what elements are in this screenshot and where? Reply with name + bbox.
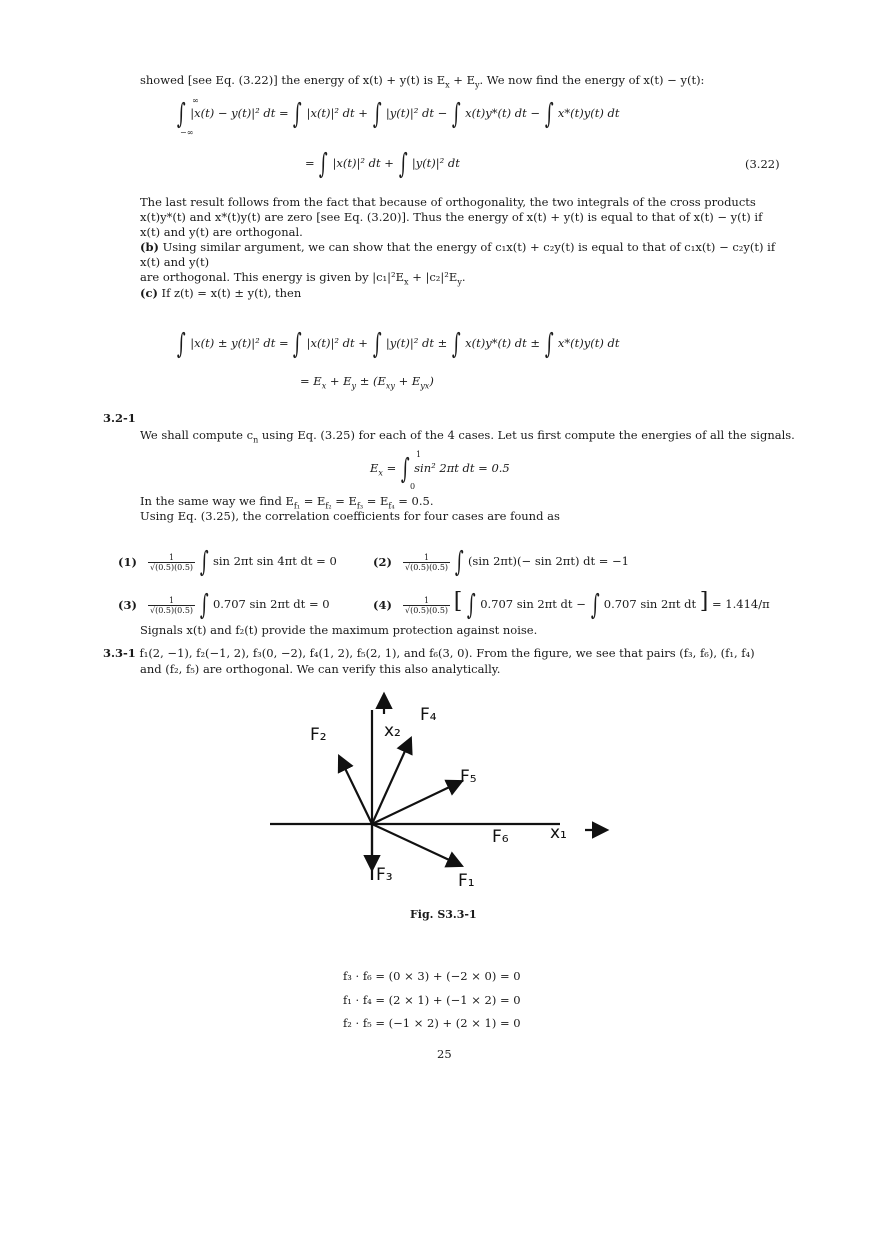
part-b-sub-x: x (404, 277, 409, 287)
integral-sign: ∫ (176, 97, 186, 130)
intro-line (140, 73, 704, 92)
eq4-i: ) (429, 374, 434, 388)
case3-body: 0.707 sin 2πt dt = 0 (212, 597, 330, 611)
equation-2 (305, 147, 460, 180)
part-b-l3e: . (461, 270, 466, 284)
integral-sign: ∫ (454, 545, 464, 578)
part-c-text: If z(t) = x(t) ± y(t), then (157, 286, 302, 300)
case1-fraction (148, 553, 195, 572)
eq1-term3: x(t)y*(t) dt − (465, 106, 541, 120)
eq2-term1: |x(t)|² dt + (332, 156, 394, 170)
eq-number-3-22: (3.22) (745, 157, 780, 171)
case-2-label: (2) (373, 555, 392, 569)
integral-sign: ∫ (199, 545, 209, 578)
same-way-g: = E (363, 494, 389, 508)
label-f3: F₃ (376, 865, 393, 885)
integral-sign: ∫ (544, 327, 554, 360)
frac-den: √(0.5)(0.5) (405, 605, 449, 615)
part-b-text: Using similar argument, we can show that the energy of c₁x(t) + c₂y(t) is equal to that of c₁x(t) − c₂y(t) if (158, 240, 776, 254)
vector-f2 (340, 758, 372, 824)
equation-4 (300, 374, 434, 393)
case-3-label: (3) (118, 598, 137, 612)
eq3-term2: |y(t)|² dt ± (385, 336, 448, 350)
case-4-label: (4) (373, 598, 392, 612)
part-c-label: (c) (140, 286, 158, 300)
case1-body: sin 2πt sin 4πt dt = 0 (212, 554, 337, 568)
eq3-term3: x(t)y*(t) dt ± (465, 336, 541, 350)
dot-product-3: f₂ · f₅ = (−1 × 2) + (2 × 1) = 0 (343, 1016, 521, 1030)
label-f1: F₁ (458, 871, 475, 891)
frac-num: 1 (148, 553, 195, 563)
case4-fraction (403, 596, 450, 615)
part-b-line1 (140, 240, 775, 254)
part-b-l3c: + |c₂|²E (408, 270, 458, 284)
ex-body: sin² 2πt dt = 0.5 (414, 461, 510, 475)
same-way-sub2: f₂ (325, 501, 332, 511)
eq4-sub-xy: xy (385, 381, 395, 391)
eq4-sub-x: x (321, 381, 327, 391)
intro-text-e: . We now find the energy of x(t) − y(t): (479, 73, 705, 87)
ex-lower-limit: 0 (410, 482, 416, 491)
ex-eq: = (382, 461, 397, 475)
integral-sign: ∫ (372, 97, 382, 130)
section-3-2-1-text (140, 428, 795, 447)
same-way-a: In the same way we find E (140, 494, 294, 508)
frac-num: 1 (403, 596, 450, 606)
intro-sub-y: y (474, 80, 480, 90)
integral-sign: ∫ (400, 452, 410, 485)
intro-text: showed [see Eq. (3.22)] the energy of x(t) + y(t) is E (140, 73, 446, 87)
equation-1 (176, 97, 620, 130)
vector-f5 (372, 782, 460, 824)
frac-den: √(0.5)(0.5) (405, 562, 449, 572)
case3-fraction (148, 596, 195, 615)
ex-upper-limit: 1 (416, 450, 422, 459)
using-eq-line: Using Eq. (3.25), the correlation coefficients for four cases are found as (140, 509, 560, 523)
vector-f1 (372, 824, 460, 865)
eq4-sub-yx: yx (420, 381, 430, 391)
part-c-line1 (140, 286, 301, 300)
eq4-g: + E (394, 374, 421, 388)
ex-lhs: E (370, 461, 379, 475)
integral-sign: ∫ (293, 97, 303, 130)
same-way-e: = E (331, 494, 357, 508)
integral-sign: ∫ (544, 97, 554, 130)
integral-sign: ∫ (319, 147, 328, 180)
eq4-a: = E (300, 374, 322, 388)
energy-ex-equation (370, 452, 510, 485)
section-3-2-1-label: 3.2-1 (103, 411, 136, 425)
same-way-c: = E (300, 494, 326, 508)
integral-sign: ∫ (199, 588, 209, 621)
eq1-upper-limit: ∞ (192, 96, 199, 105)
same-way-sub4: f₄ (388, 501, 395, 511)
integral-sign: ∫ (293, 327, 303, 360)
para1-line2: x(t)y*(t) and x*(t)y(t) are zero [see Eq. (3.20)]. Thus the energy of x(t) + y(t) is equal to that of x(t) − y(t) if (140, 210, 763, 224)
section-3-3-1-line1 (103, 646, 755, 660)
vector-figure (260, 690, 620, 900)
label-f5: F₅ (460, 767, 477, 787)
eq1-lhs: |x(t) − y(t)|² dt = (190, 106, 289, 120)
sec331-l1: f₁(2, −1), f₂(−1, 2), f₃(0, −2), f₄(1, 2), f₅(2, 1), and f₆(3, 0). From the figure, we see that pairs (f₃, f₆), (f₁, f₄) (135, 646, 755, 660)
eq1-lower-limit: −∞ (180, 128, 194, 137)
case4-body-a: 0.707 sin 2πt dt − (480, 597, 586, 611)
equation-3 (176, 327, 620, 360)
eq4-e: ± (E (356, 374, 386, 388)
eq4-sub-y: y (351, 381, 357, 391)
case-4-equation: $\frac{1}{√(0.5)(0.5)}$ [ ∫ 0.707 sin 2πt dt − ∫ 0.707 sin 2πt dt ] = 1.414/π (405, 588, 770, 621)
ex-lhs-sub: x (378, 468, 383, 478)
label-x1: x₁ (550, 823, 567, 843)
intro-text-c: + E (449, 73, 475, 87)
case4-body-b: 0.707 sin 2πt dt (603, 597, 697, 611)
integral-sign: ∫ (451, 97, 461, 130)
label-f2: F₂ (310, 725, 327, 745)
para1-line1: The last result follows from the fact that because of orthogonality, the two integrals of the cross products (140, 195, 756, 209)
intro-sub-x: x (445, 80, 450, 90)
frac-num: 1 (403, 553, 450, 563)
sec321-sub-n: n (253, 435, 259, 445)
figure-caption: Fig. S3.3-1 (410, 908, 477, 921)
frac-den: √(0.5)(0.5) (150, 605, 194, 615)
eq1-term1: |x(t)|² dt + (306, 106, 368, 120)
label-x2: x₂ (384, 721, 401, 741)
section-3-3-1-label: 3.3-1 (103, 646, 136, 660)
vector-f4 (372, 740, 410, 824)
eq3-term1: |x(t)|² dt + (306, 336, 368, 350)
integral-sign: ∫ (451, 327, 461, 360)
part-b-line2: x(t) and y(t) (140, 255, 210, 269)
same-way-sub1: f₁ (293, 501, 301, 511)
sec321-c: using Eq. (3.25) for each of the 4 cases. Let us first compute the energies of all the signals. (258, 428, 795, 442)
eq2-term2: |y(t)|² dt (411, 156, 460, 170)
case4-result: = 1.414/π (712, 597, 770, 611)
frac-num: 1 (148, 596, 195, 606)
eq3-lhs: |x(t) ± y(t)|² dt = (190, 336, 289, 350)
integral-sign: ∫ (372, 327, 382, 360)
page-number: 25 (437, 1047, 452, 1061)
dot-product-2: f₁ · f₄ = (2 × 1) + (−1 × 2) = 0 (343, 993, 521, 1007)
section-3-3-1-line2: and (f₂, f₅) are orthogonal. We can verify this also analytically. (140, 662, 501, 676)
eq3-term4: x*(t)y(t) dt (557, 336, 620, 350)
case-2-equation (403, 545, 629, 578)
integral-sign: ∫ (590, 588, 600, 621)
part-b-l3: are orthogonal. This energy is given by |c₁|²E (140, 270, 405, 284)
eq4-c: + E (326, 374, 352, 388)
dot-product-1: f₃ · f₆ = (0 × 3) + (−2 × 0) = 0 (343, 969, 521, 983)
same-way-i: = 0.5. (394, 494, 434, 508)
case-3-equation (148, 588, 330, 621)
case2-fraction (403, 553, 450, 572)
signals-line: Signals x(t) and f₂(t) provide the maximum protection against noise. (140, 623, 538, 637)
frac-den: √(0.5)(0.5) (150, 562, 194, 572)
same-way-sub3: f₃ (356, 501, 364, 511)
eq1-term4: x*(t)y(t) dt (557, 106, 620, 120)
integral-sign: ∫ (466, 588, 476, 621)
para1-line3: x(t) and y(t) are orthogonal. (140, 225, 303, 239)
label-f6: F₆ (492, 827, 509, 847)
eq2-equals: = (305, 156, 315, 170)
part-b-label: (b) (140, 240, 159, 254)
integral-sign: ∫ (398, 147, 408, 180)
eq1-term2: |y(t)|² dt − (385, 106, 448, 120)
part-b-sub-y: y (457, 277, 462, 287)
integral-sign: ∫ (176, 327, 186, 360)
case-1-equation (148, 545, 337, 578)
case-1-label: (1) (118, 555, 137, 569)
sec321-a: We shall compute c (140, 428, 254, 442)
case2-body: (sin 2πt)(− sin 2πt) dt = −1 (467, 554, 629, 568)
label-f4: F₄ (420, 705, 437, 725)
